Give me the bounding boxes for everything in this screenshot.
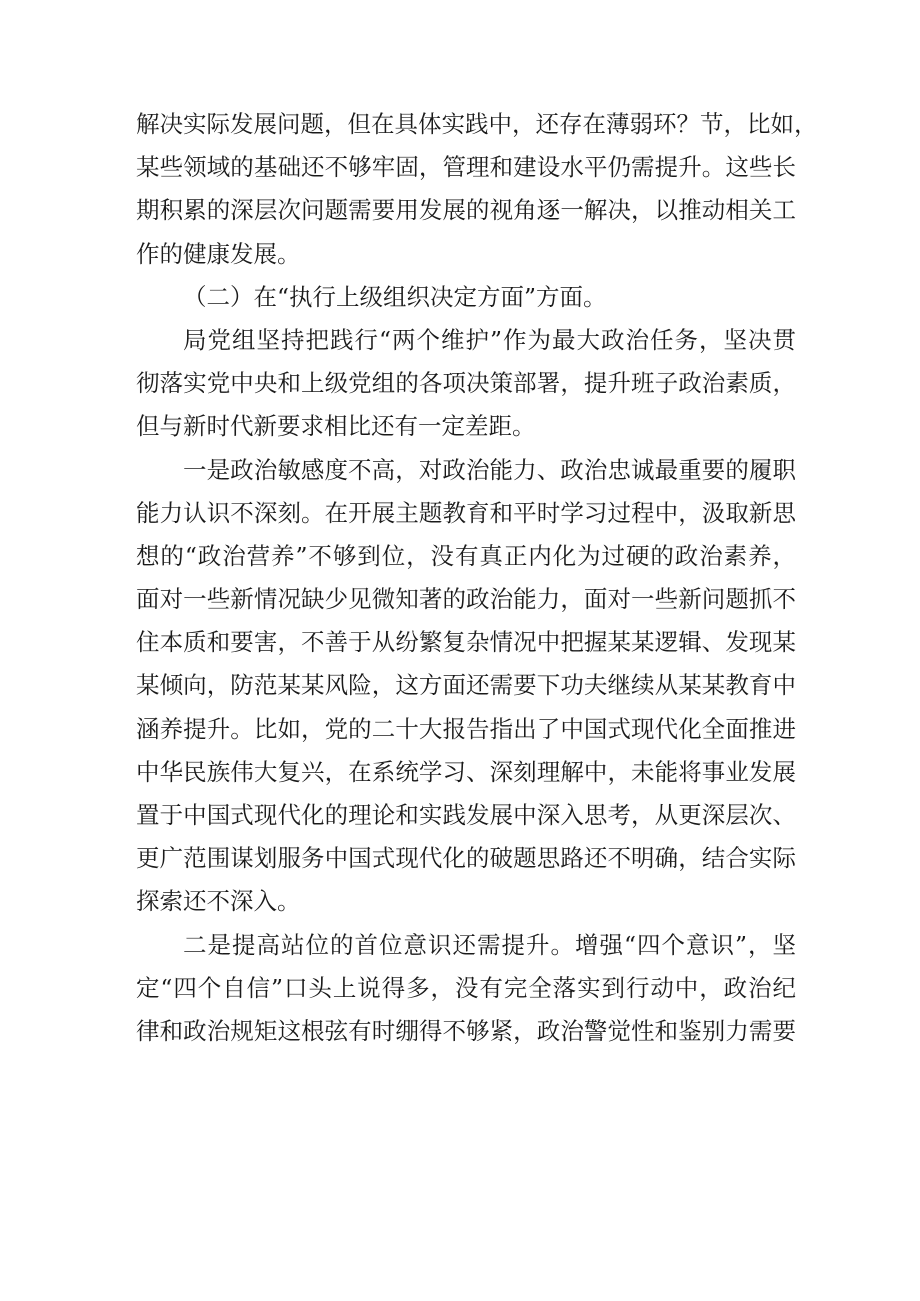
text-line: 某倾向，防范某某风险，这方面还需要下功夫继续从某某教育中	[136, 671, 796, 700]
text-line: 中华民族伟大复兴，在系统学习、深刻理解中，未能将事业发展	[136, 757, 796, 786]
text-line: 二是提高站位的首位意识还需提升。增强“四个意识”，坚	[183, 930, 796, 959]
text-line: 探索还不深入。	[136, 887, 301, 916]
text-line: 置于中国式现代化的理论和实践发展中深入思考，从更深层次、	[136, 801, 796, 829]
text-line: 解决实际发展问题，但在具体实践中，还存在薄弱环？节，比如，	[136, 110, 818, 138]
text-line: 住本质和要害，不善于从纷繁复杂情况中把握某某逻辑、发现某	[136, 628, 796, 657]
text-line: 律和政治规矩这根弦有时绷得不够紧，政治警觉性和鉴别力需要	[136, 1016, 796, 1045]
text-line: 某些领域的基础还不够牢固，管理和建设水平仍需提升。这些长	[136, 153, 796, 182]
section-heading: （二）在“执行上级组织决定方面”方面。	[183, 282, 607, 311]
text-line: 但与新时代新要求相比还有一定差距。	[136, 412, 536, 441]
document-body	[136, 103, 818, 1053]
text-line: 更广范围谋划服务中国式现代化的破题思路还不明确，结合实际	[136, 844, 796, 873]
text-line: 一是政治敏感度不高，对政治能力、政治忠诚最重要的履职	[183, 455, 796, 484]
text-line: 能力认识不深刻。在开展主题教育和平时学习过程中，汲取新思	[136, 498, 796, 527]
text-line: 局党组坚持把践行“两个维护”作为最大政治任务，坚决贯	[183, 325, 796, 354]
text-line: 涵养提升。比如，党的二十大报告指出了中国式现代化全面推进	[136, 714, 796, 743]
text-line: 想的“政治营养”不够到位，没有真正内化为过硬的政治素养，	[136, 541, 796, 570]
text-line: 期积累的深层次问题需要用发展的视角逐一解决，以推动相关工	[136, 196, 796, 225]
text-line: 作的健康发展。	[136, 239, 301, 268]
text-line: 彻落实党中央和上级党组的各项决策部署，提升班子政治素质，	[136, 369, 796, 398]
text-line: 面对一些新情况缺少见微知著的政治能力，面对一些新问题抓不	[136, 585, 796, 614]
text-line: 定“四个自信”口头上说得多，没有完全落实到行动中，政治纪	[136, 973, 796, 1002]
